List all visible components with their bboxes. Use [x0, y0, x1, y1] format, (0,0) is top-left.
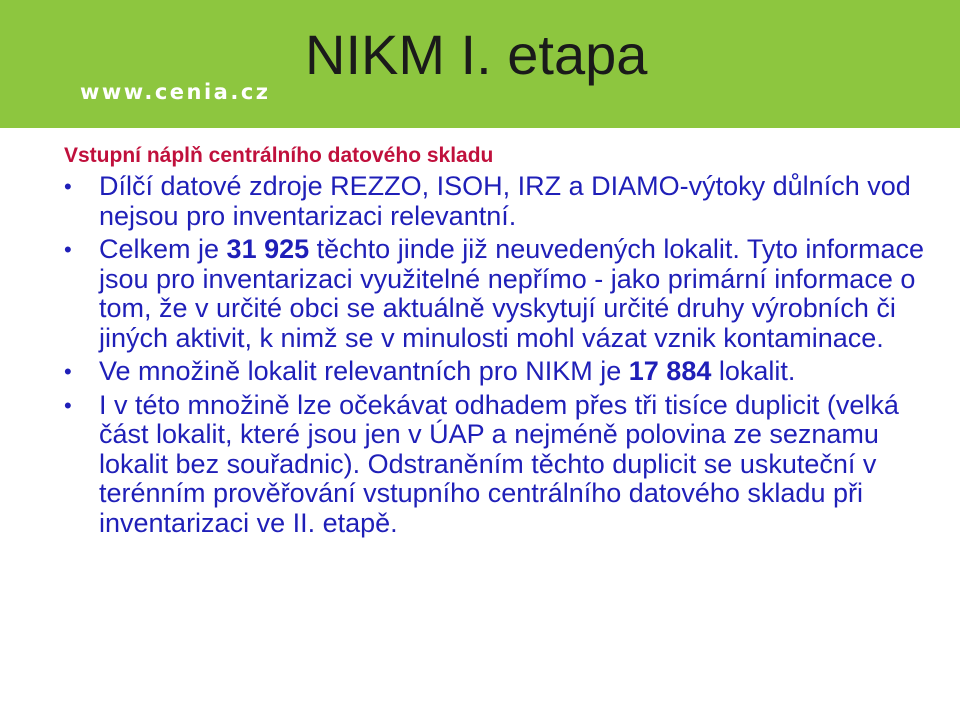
- section-subtitle: Vstupní náplň centrálního datového skladu: [64, 144, 494, 167]
- bullet-dot-icon: •: [64, 237, 72, 262]
- bullet-text-part: lokalit.: [711, 356, 796, 386]
- slide-content: [64, 144, 944, 538]
- bullet-text: [99, 357, 944, 387]
- bullet-highlight-number: 17 884: [628, 356, 712, 386]
- site-logo: www.cenia.cz: [80, 80, 271, 104]
- bullet-highlight-number: 31 925: [226, 234, 310, 264]
- bullet-text-part: I v této množině lze očekávat odhadem přes tři tisíce duplicit (velká část lokalit, které jsou jen v ÚAP a nejméně polovina ze seznamu lokalit bez souřadnic). Odstraněním těchto duplicit se uskuteční v terénním prověřování vstupního centrálního datového skladu při inventarizaci ve II. etapě.: [99, 389, 899, 538]
- bullet-item: [64, 235, 944, 353]
- bullet-item: [64, 357, 944, 387]
- bullet-text-part: Ve množině lokalit relevantních pro NIKM je: [99, 356, 629, 386]
- bullet-dot-icon: •: [64, 359, 72, 384]
- bullet-text: [99, 391, 944, 539]
- bullet-text-part: Dílčí datové zdroje REZZO, ISOH, IRZ a DIAMO-výtoky důlních vod nejsou pro inventarizaci relevantní.: [99, 171, 911, 231]
- bullet-dot-icon: •: [64, 174, 72, 199]
- bullet-item: [64, 391, 944, 539]
- slide-title: NIKM I. etapa: [305, 23, 648, 86]
- bullet-item: [64, 172, 944, 231]
- bullet-text: [99, 235, 944, 353]
- bullet-text-part: těchto jinde již neuvedených lokalit. Tyto informace jsou pro inventarizaci využitelné nepřímo - jako primární informace o tom, že v určité obci se aktuálně vyskytují určité druhy výrobních či jiných aktivit, k nimž se v minulosti mohl vázat vznik kontaminace.: [99, 234, 924, 353]
- bullet-text: [99, 172, 944, 231]
- bullet-text-part: Celkem je: [99, 234, 227, 264]
- bullet-dot-icon: •: [64, 392, 72, 418]
